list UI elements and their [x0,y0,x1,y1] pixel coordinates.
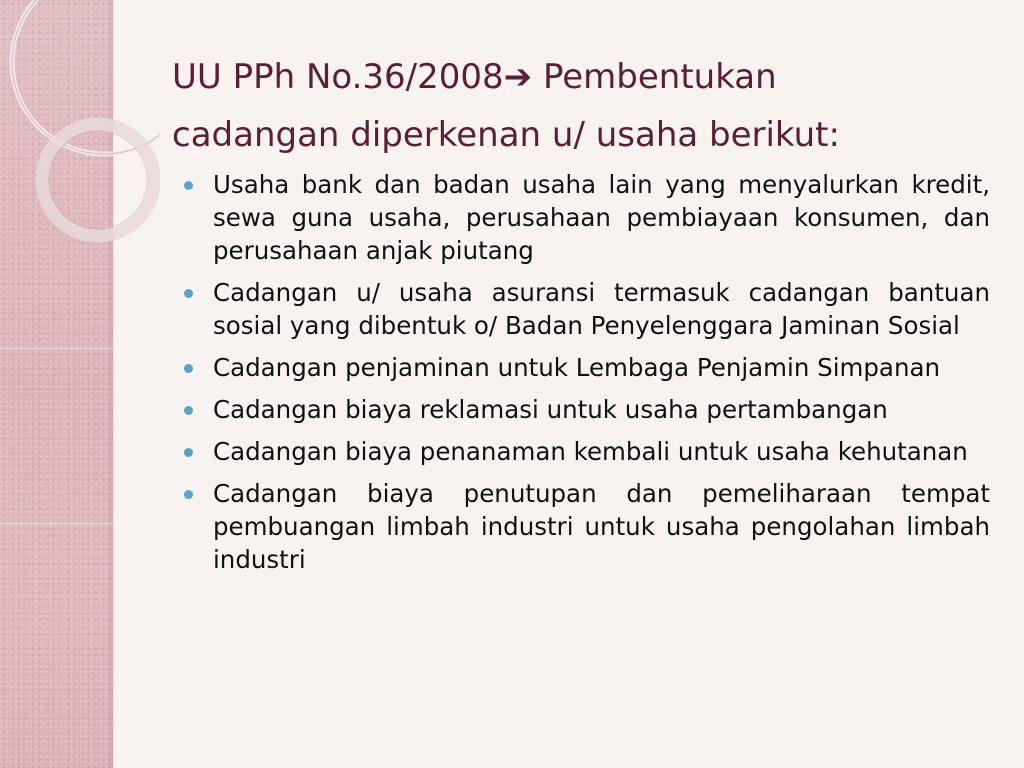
bullet-dot-icon [184,490,193,499]
bullet-text: Usaha bank dan badan usaha lain yang menyalurkan kredit, sewa guna usaha, perusahaan pembiayaan konsumen, dan perusahaan anjak piutang [213,170,990,265]
bullet-text: Cadangan penjaminan untuk Lembaga Penjamin Simpanan [213,353,941,382]
title-text-rest: Pembentukan [532,57,777,97]
strip-divider [0,523,113,524]
bullet-item [184,435,990,468]
title-text-line2: cadangan diperkenan u/ usaha berikut: [172,115,840,155]
bullet-dot-icon [184,406,193,415]
bullet-item [184,351,990,384]
bullet-dot-icon [184,364,193,373]
bullet-item [184,276,990,342]
bullet-dot-icon [184,289,193,298]
bullet-item [184,477,990,576]
bullet-text: Cadangan biaya penutupan dan pemeliharaan tempat pembuangan limbah industri untuk usaha pengolahan limbah industri [213,479,990,574]
bullet-dot-icon [184,181,193,190]
strip-divider [0,348,113,349]
bullet-item [184,168,990,267]
bullet-text: Cadangan biaya reklamasi untuk usaha pertambangan [213,395,888,424]
title-text: UU PPh No.36/2008 [172,57,504,97]
bullet-text: Cadangan u/ usaha asuransi termasuk cadangan bantuan sosial yang dibentuk o/ Badan Penyelenggara Jaminan Sosial [213,278,990,340]
arrow-icon: ➔ [503,57,533,97]
bullet-dot-icon [184,448,193,457]
bullet-item [184,393,990,426]
bullet-list [184,168,990,585]
bullet-text: Cadangan biaya penanaman kembali untuk usaha kehutanan [213,437,968,466]
slide-title [172,48,972,164]
decorative-circles [0,0,160,260]
